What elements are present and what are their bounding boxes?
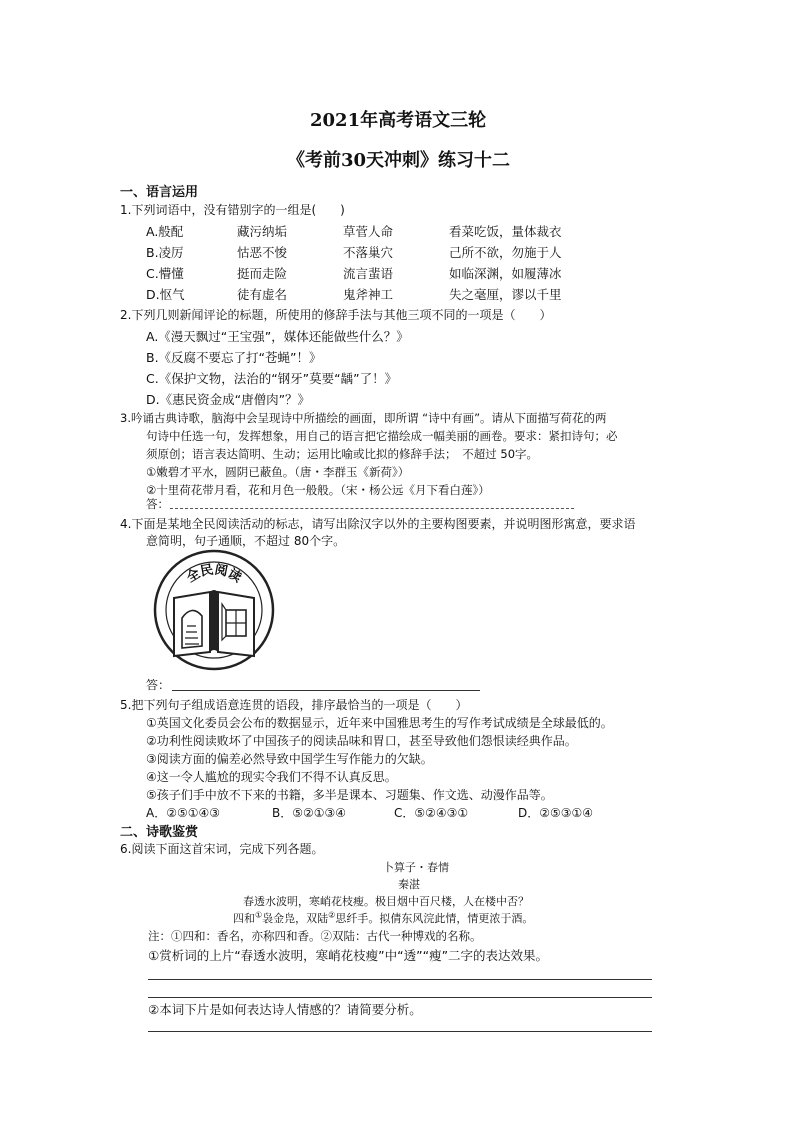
q1-row-a-col2: 藏污纳垢 bbox=[237, 224, 288, 239]
poem-verse-1: 春透水波明，寒峭花枝瘦。极目烟中百尺楼，人在楼中否？ bbox=[243, 895, 529, 908]
q5-sentence-5: ⑤孩子们手中放不下来的书籍，多半是课本、习题集、作文选、动漫作品等。 bbox=[146, 788, 553, 802]
question-4-line1: 4.下面是某地全民阅读活动的标志，请写出除汉字以外的主要构图要素，并说明图形寓意，要求语 bbox=[120, 517, 636, 531]
q1-row-d-col4: 失之毫厘，谬以千里 bbox=[449, 287, 562, 302]
q2-option-d: D.《惠民资金成“唐僧肉”？》 bbox=[146, 392, 311, 407]
q1-row-b-col4: 己所不欲，勿施于人 bbox=[449, 245, 562, 260]
question-3-line1: 3.吟诵古典诗歌，脑海中会呈现诗中所描绘的画面，即所谓 “诗中有画”。请从下面描写荷花的两 bbox=[120, 411, 607, 425]
q6-subquestion-2: ②本词下片是如何表达诗人情感的？请简要分析。 bbox=[148, 1002, 422, 1017]
q2-option-b: B.《反腐不要忘了打“苍蝇”！》 bbox=[146, 350, 322, 365]
verse-2-part-c: 思纤手。拟倩东风浣此情，情更浓于酒。 bbox=[335, 912, 534, 925]
question-2-stem: 2.下列几则新闻评论的标题，所使用的修辞手法与其他三项不同的一项是（ ） bbox=[120, 308, 552, 322]
footnote-marker-1: ① bbox=[255, 910, 263, 920]
poem-title: 卜算子・春情 bbox=[383, 861, 449, 874]
q1-row-a-col1: A.般配 bbox=[146, 224, 184, 239]
question-6-stem: 6.阅读下面这首宋词，完成下列各题。 bbox=[120, 842, 324, 856]
section-heading-poetry: 二、诗歌鉴赏 bbox=[120, 825, 199, 840]
question-3-poem1: ①嫩碧才平水，圆阴已蔽鱼。（唐・李群玉《新荷》） bbox=[146, 465, 410, 479]
reading-campaign-logo bbox=[152, 548, 276, 672]
q5-choice-b: B．⑤②①③④ bbox=[272, 806, 347, 820]
q2-option-c: C.《保护文物，法治的“钢牙”莫要“龋”了！》 bbox=[146, 371, 398, 386]
question-3-line2: 句诗中任选一句，发挥想象，用自己的语言把它描绘成一幅美丽的画卷。要求：紧扣诗句；必 bbox=[146, 429, 618, 443]
q5-sentence-3: ③阅读方面的偏差必然导致中国学生写作能力的欠缺。 bbox=[146, 752, 433, 766]
q1-row-c-col1: C.懵懂 bbox=[146, 266, 184, 281]
question-4-line2: 意简明，句子通顺，不超过 80个字。 bbox=[146, 534, 346, 548]
question-3-line3: 须原创；语言表达简明、生动；运用比喻或比拟的修辞手法； 不超过 50字。 bbox=[146, 447, 539, 461]
q1-row-d-col1: D.怄气 bbox=[146, 287, 185, 302]
question-4-answer-line[interactable] bbox=[172, 690, 480, 691]
q1-row-b-col3: 不落巢穴 bbox=[343, 245, 394, 260]
q6-sub1-answer-line-1[interactable] bbox=[148, 979, 652, 980]
q5-choice-c: C．⑤②④③① bbox=[394, 806, 469, 820]
q1-row-c-col4: 如临深渊，如履薄冰 bbox=[449, 266, 562, 281]
q5-sentence-1: ①英国文化委员会公布的数据显示，近年来中国雅思考生的写作考试成绩是全球最低的。 bbox=[146, 716, 613, 730]
q5-sentence-2: ②功利性阅读败坏了中国孩子的阅读品味和胃口，甚至导致他们怨恨读经典作品。 bbox=[146, 734, 577, 748]
q5-sentence-4: ④这一令人尴尬的现实令我们不得不认真反思。 bbox=[146, 770, 397, 784]
logo-arc-text: 全民阅读 bbox=[184, 562, 244, 586]
q6-subquestion-1: ①赏析词的上片“春透水波明，寒峭花枝瘦”中“透”“瘦”二字的表达效果。 bbox=[148, 948, 549, 963]
question-3-poem2: ②十里荷花带月看，花和月色一般般。（宋・杨公远《月下看白莲》） bbox=[146, 483, 490, 497]
q6-sub2-answer-line[interactable] bbox=[148, 1031, 652, 1032]
question-4-answer-label: 答： bbox=[146, 678, 171, 692]
q1-row-c-col3: 流言蜚语 bbox=[343, 266, 394, 281]
question-3-answer-line[interactable] bbox=[170, 508, 574, 509]
q1-row-b-col2: 怙恶不悛 bbox=[237, 245, 288, 260]
page-title-line2: 《考前30天冲刺》练习十二 bbox=[287, 150, 511, 171]
poem-author: 秦湛 bbox=[398, 878, 420, 891]
verse-2-part-b: 袅金凫，双陆 bbox=[262, 912, 329, 925]
question-1-stem: 1.下列词语中，没有错别字的一组是( ) bbox=[120, 203, 345, 217]
q1-row-b-col1: B.凌厉 bbox=[146, 245, 184, 260]
poem-annotation: 注：①四和：香名，亦称四和香。②双陆：古代一种博戏的名称。 bbox=[148, 929, 482, 943]
q1-row-a-col3: 草菅人命 bbox=[343, 224, 394, 239]
section-heading-language-use: 一、语言运用 bbox=[120, 185, 199, 200]
q1-row-c-col2: 挺而走险 bbox=[237, 266, 288, 281]
q5-choice-d: D．②⑤③①④ bbox=[518, 806, 594, 820]
question-5-stem: 5.把下列句子组成语意连贯的语段，排序最恰当的一项是（ ） bbox=[120, 698, 468, 712]
poem-verse-2 bbox=[233, 910, 533, 926]
q2-option-a: A.《漫天飘过“王宝强”，媒体还能做些什么？》 bbox=[146, 329, 409, 344]
q1-row-d-col3: 鬼斧神工 bbox=[343, 287, 394, 302]
q6-sub1-answer-line-2[interactable] bbox=[148, 997, 652, 998]
footnote-marker-2: ② bbox=[328, 910, 336, 920]
q5-choice-a: A．②⑤①④③ bbox=[146, 806, 220, 820]
q1-row-a-col4: 看菜吃饭，量体裁衣 bbox=[449, 224, 562, 239]
q1-row-d-col2: 徒有虚名 bbox=[237, 287, 288, 302]
question-3-answer-label: 答： bbox=[146, 497, 169, 511]
verse-2-part-a: 四和 bbox=[233, 912, 255, 925]
page-title-line1: 2021年高考语文三轮 bbox=[310, 110, 487, 131]
